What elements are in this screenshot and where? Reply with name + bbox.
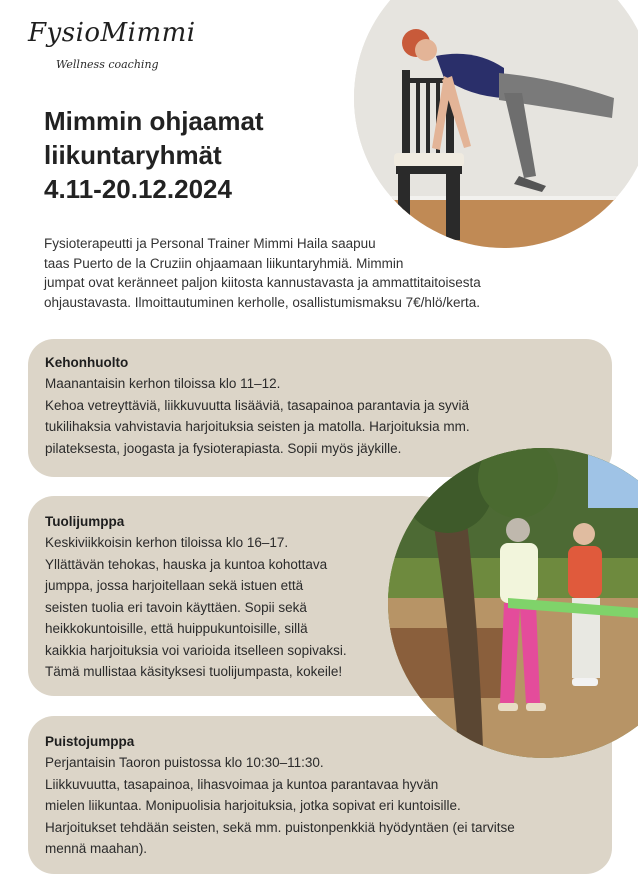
- park-exercise-photo: [388, 448, 638, 758]
- section-line: tukilihaksia vahvistavia harjoituksia seisten ja matolla. Harjoituksia mm.: [45, 419, 470, 434]
- section-heading: Puistojumppa: [45, 734, 135, 749]
- logo-tagline: Wellness coaching: [56, 58, 159, 71]
- section-line: pilateksesta, joogasta ja fysioterapiasta. Sopii myös jäykille.: [45, 440, 402, 456]
- section-line: Liikkuvuutta, tasapainoa, lihasvoimaa ja kuntoa parantavaa hyvän: [45, 776, 439, 792]
- section-heading: Kehonhuolto: [45, 355, 129, 370]
- section-line: Yllättävän tehokas, hauska ja kuntoa kohottava: [45, 556, 328, 572]
- title-line-2: liikuntaryhmät: [44, 140, 222, 170]
- section-tuolijumppa: [28, 496, 448, 696]
- section-line: mielen liikuntaa. Monipuolisia harjoituksia, jotka sopivat eri kuntoisille.: [45, 798, 461, 813]
- chair-exercise-photo: [354, 0, 638, 248]
- section-line: seisten tuolia eri tavoin käyttäen. Sopii sekä: [45, 599, 307, 615]
- intro-text: [44, 234, 544, 312]
- section-line: Tämä mullistaa käsityksesi tuolijumpasta, kokeile!: [45, 664, 343, 679]
- section-body: [45, 373, 612, 459]
- section-line: Perjantaisin Taoron puistossa klo 10:30–11:30.: [45, 755, 324, 770]
- section-line: heikkokuntoisille, että huippukuntoisille, sillä: [45, 621, 308, 636]
- section-body: [45, 752, 612, 860]
- section-line: Harjoitukset tehdään seisten, sekä mm. puistonpenkkiä hyödyntäen (ei tarvitse: [45, 819, 515, 835]
- section-line: mennä maahan).: [45, 841, 148, 856]
- logo: [28, 18, 196, 82]
- logo-brand: FysioMimmi: [28, 18, 196, 48]
- title-line-3: 4.11-20.12.2024: [44, 174, 232, 204]
- intro-line: ohjaustavasta. Ilmoittautuminen kerholle, osallistumismaksu 7€/hlö/kerta.: [44, 294, 480, 310]
- intro-line: Fysioterapeutti ja Personal Trainer Mimmi Haila saapuu: [44, 236, 376, 251]
- section-line: kaikkia harjoituksia voi varioida itselleen sopivaksi.: [45, 642, 347, 658]
- section-line: jumppa, jossa harjoitellaan sekä istuen että: [45, 578, 304, 593]
- section-heading: Tuolijumppa: [45, 514, 125, 529]
- section-line: Maanantaisin kerhon tiloissa klo 11–12.: [45, 376, 281, 391]
- intro-line: jumpat ovat keränneet paljon kiitosta kannustavasta ja ammattitaitoisesta: [44, 275, 481, 290]
- section-line: Kehoa vetreyttäviä, liikkuvuutta lisääviä, tasapainoa parantavia ja syviä: [45, 397, 469, 413]
- intro-line: taas Puerto de la Cruziin ohjaamaan liikuntaryhmiä. Mimmin: [44, 255, 404, 271]
- page-title: [44, 104, 334, 206]
- section-line: Keskiviikkoisin kerhon tiloissa klo 16–17.: [45, 535, 289, 550]
- title-line-1: Mimmin ohjaamat: [44, 106, 264, 136]
